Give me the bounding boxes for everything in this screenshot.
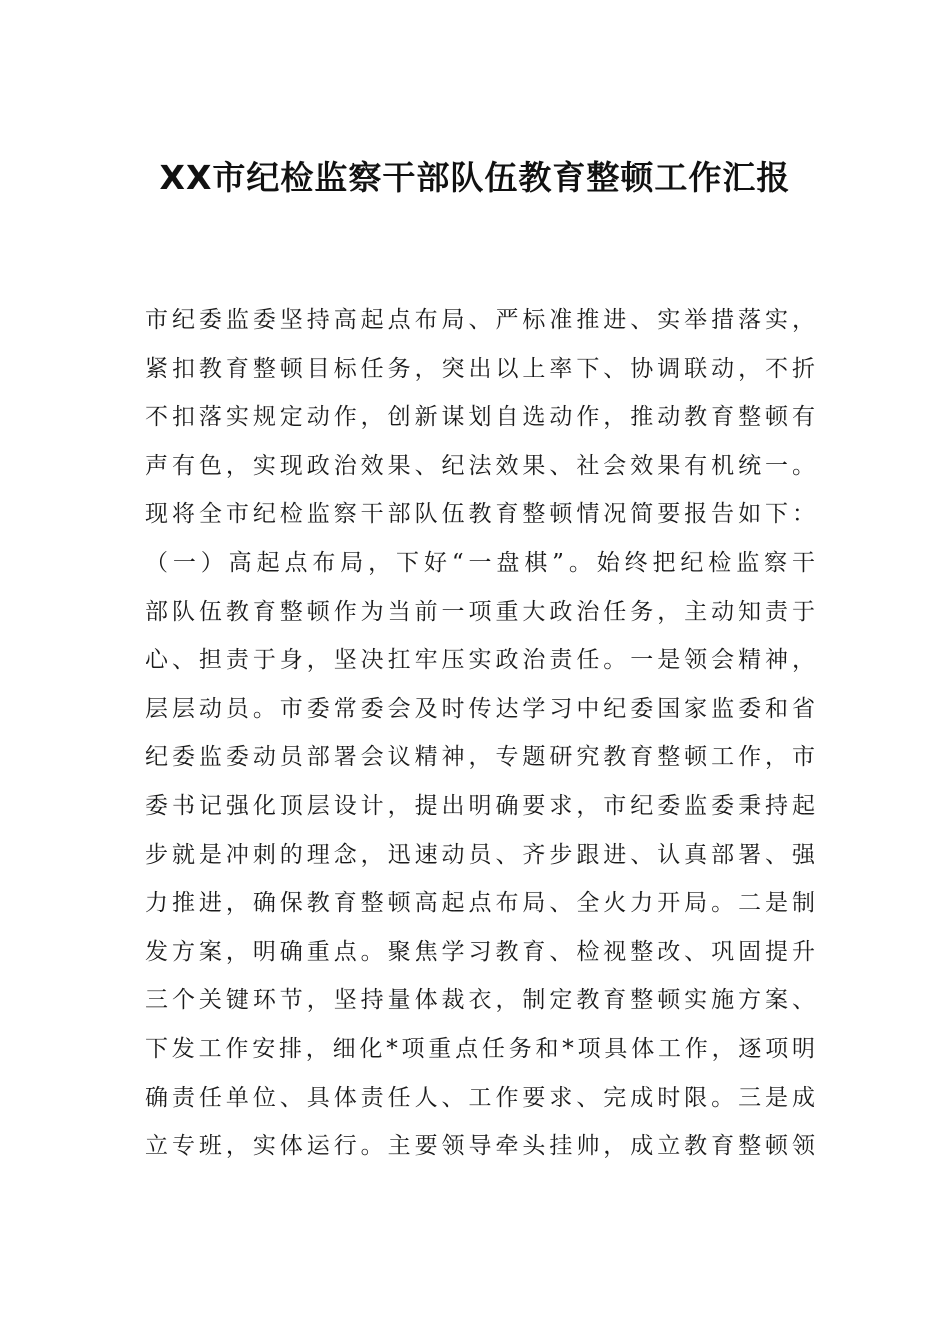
body-line: 心、担责于身，坚决扛牢压实政治责任。一是领会精神， <box>145 647 815 674</box>
body-line: 步就是冲刺的理念，迅速动员、齐步跟进、认真部署、强 <box>145 841 815 868</box>
body-line: 现将全市纪检监察干部队伍教育整顿情况简要报告如下： <box>145 501 815 528</box>
body-line: 不扣落实规定动作，创新谋划自选动作，推动教育整顿有 <box>145 404 815 431</box>
body-line: 纪委监委动员部署会议精神，专题研究教育整顿工作，市 <box>145 744 815 771</box>
body-line: 发方案，明确重点。聚焦学习教育、检视整改、巩固提升 <box>145 938 815 965</box>
body-line: 三个关键环节，坚持量体裁衣，制定教育整顿实施方案、 <box>145 987 815 1014</box>
body-line: 下发工作安排，细化*项重点任务和*项具体工作，逐项明 <box>145 1035 815 1062</box>
body-line: 立专班，实体运行。主要领导牵头挂帅，成立教育整顿领 <box>145 1133 815 1160</box>
body-line: 委书记强化顶层设计，提出明确要求，市纪委监委秉持起 <box>145 792 815 819</box>
body-line: 市纪委监委坚持高起点布局、严标准推进、实举措落实， <box>145 307 815 333</box>
document-title: XX市纪检监察干部队伍教育整顿工作汇报 <box>159 158 791 197</box>
body-line: 紧扣教育整顿目标任务，突出以上率下、协调联动，不折 <box>145 355 815 382</box>
document-body <box>145 296 815 1171</box>
body-line: 力推进，确保教育整顿高起点布局、全火力开局。二是制 <box>145 890 815 917</box>
body-line: 声有色，实现政治效果、纪法效果、社会效果有机统一。 <box>145 452 815 479</box>
body-line: 部队伍教育整顿作为当前一项重大政治任务，主动知责于 <box>145 598 815 625</box>
body-line: 层层动员。市委常委会及时传达学习中纪委国家监委和省 <box>145 695 815 722</box>
body-line: 确责任单位、具体责任人、工作要求、完成时限。三是成 <box>145 1084 815 1111</box>
body-line: （一）高起点布局，下好“一盘棋”。始终把纪检监察干 <box>145 549 815 576</box>
